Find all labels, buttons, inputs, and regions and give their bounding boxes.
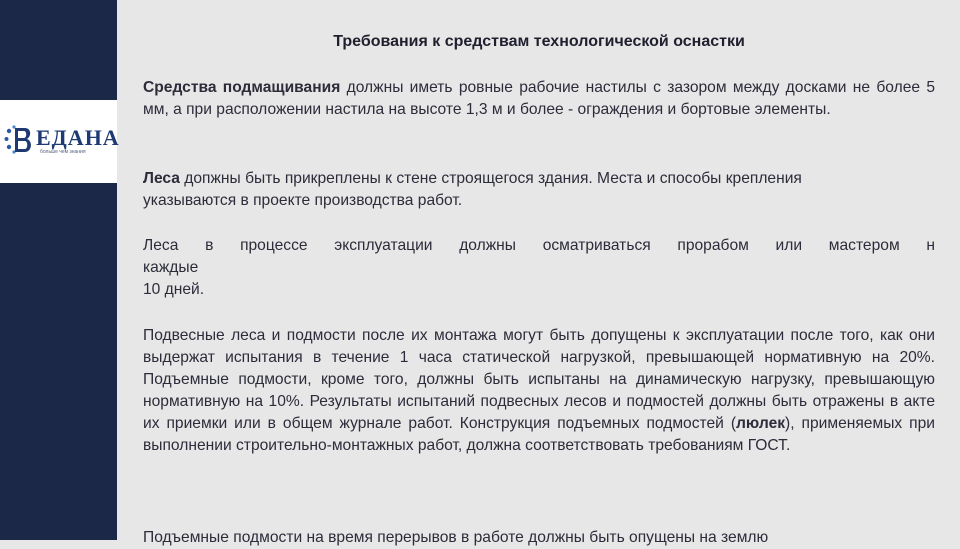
paragraph-text: допжны быть прикреплены к стене строящегося здания. Места и способы крепления: [179, 170, 802, 187]
paragraph-text: ), применяемых при выполнении строительно-монтажных работ, должна соответствовать требованиям ГОСТ.: [143, 415, 935, 454]
term-scaffolding: Леса: [143, 170, 180, 187]
sidebar-band: [0, 0, 117, 540]
paragraph-suspended-scaffolding-testing: [143, 325, 935, 457]
paragraph-line: Леса в процессе эксплуатации должны осматриваться прорабом или мастером н: [143, 237, 935, 254]
term-scaffolding-means: Средства подмащивания: [143, 79, 341, 96]
paragraph-text: должны иметь ровные рабочие настилы с зазором между досками не более 5 мм, а при расположении настила на высоте 1,3 м и более - ограждения и бортовые элементы.: [143, 79, 936, 118]
paragraph-scaffolding-means: [143, 77, 935, 121]
paragraph-line: [143, 168, 935, 190]
paragraph-text: Подвесные леса и подмости после их монтажа могут быть допущены к эксплуатации после того, как они выдержат испытания в течение 1 часа статической нагрузкой, превышающей нормативную на 20%. Подъемные подмости, кроме того, должны быть испытаны на динамическую нагрузку, превышающую нормативную на 10%. Результаты испытаний подвесных лесов и подмостей должны быть отражены в акте их приемки или в общем журнале работ. Конструкция подъемных подмостей (: [143, 327, 935, 432]
paragraph-line: Подъемные подмости на время перерывов в работе должны быть опущены на землю: [143, 529, 769, 546]
paragraph-inspection: [143, 235, 935, 301]
logo-brand-text: ЕДАНА: [36, 125, 120, 150]
slide-content: [143, 0, 936, 546]
term-cradles: люлек: [736, 415, 786, 432]
paragraph-line: 10 дней.: [143, 281, 205, 298]
paragraph-lifting-platforms: [143, 527, 935, 549]
logo-slogan: больше чем знания: [40, 149, 86, 155]
paragraph-line: каждые: [143, 259, 199, 276]
paragraph-scaffolding-attachment: [143, 168, 935, 212]
slide-title: Требования к средствам технологической оснастки: [333, 33, 745, 50]
vedana-logo-icon: [3, 122, 35, 158]
paragraph-line: указываются в проекте производства работ.: [143, 192, 463, 209]
